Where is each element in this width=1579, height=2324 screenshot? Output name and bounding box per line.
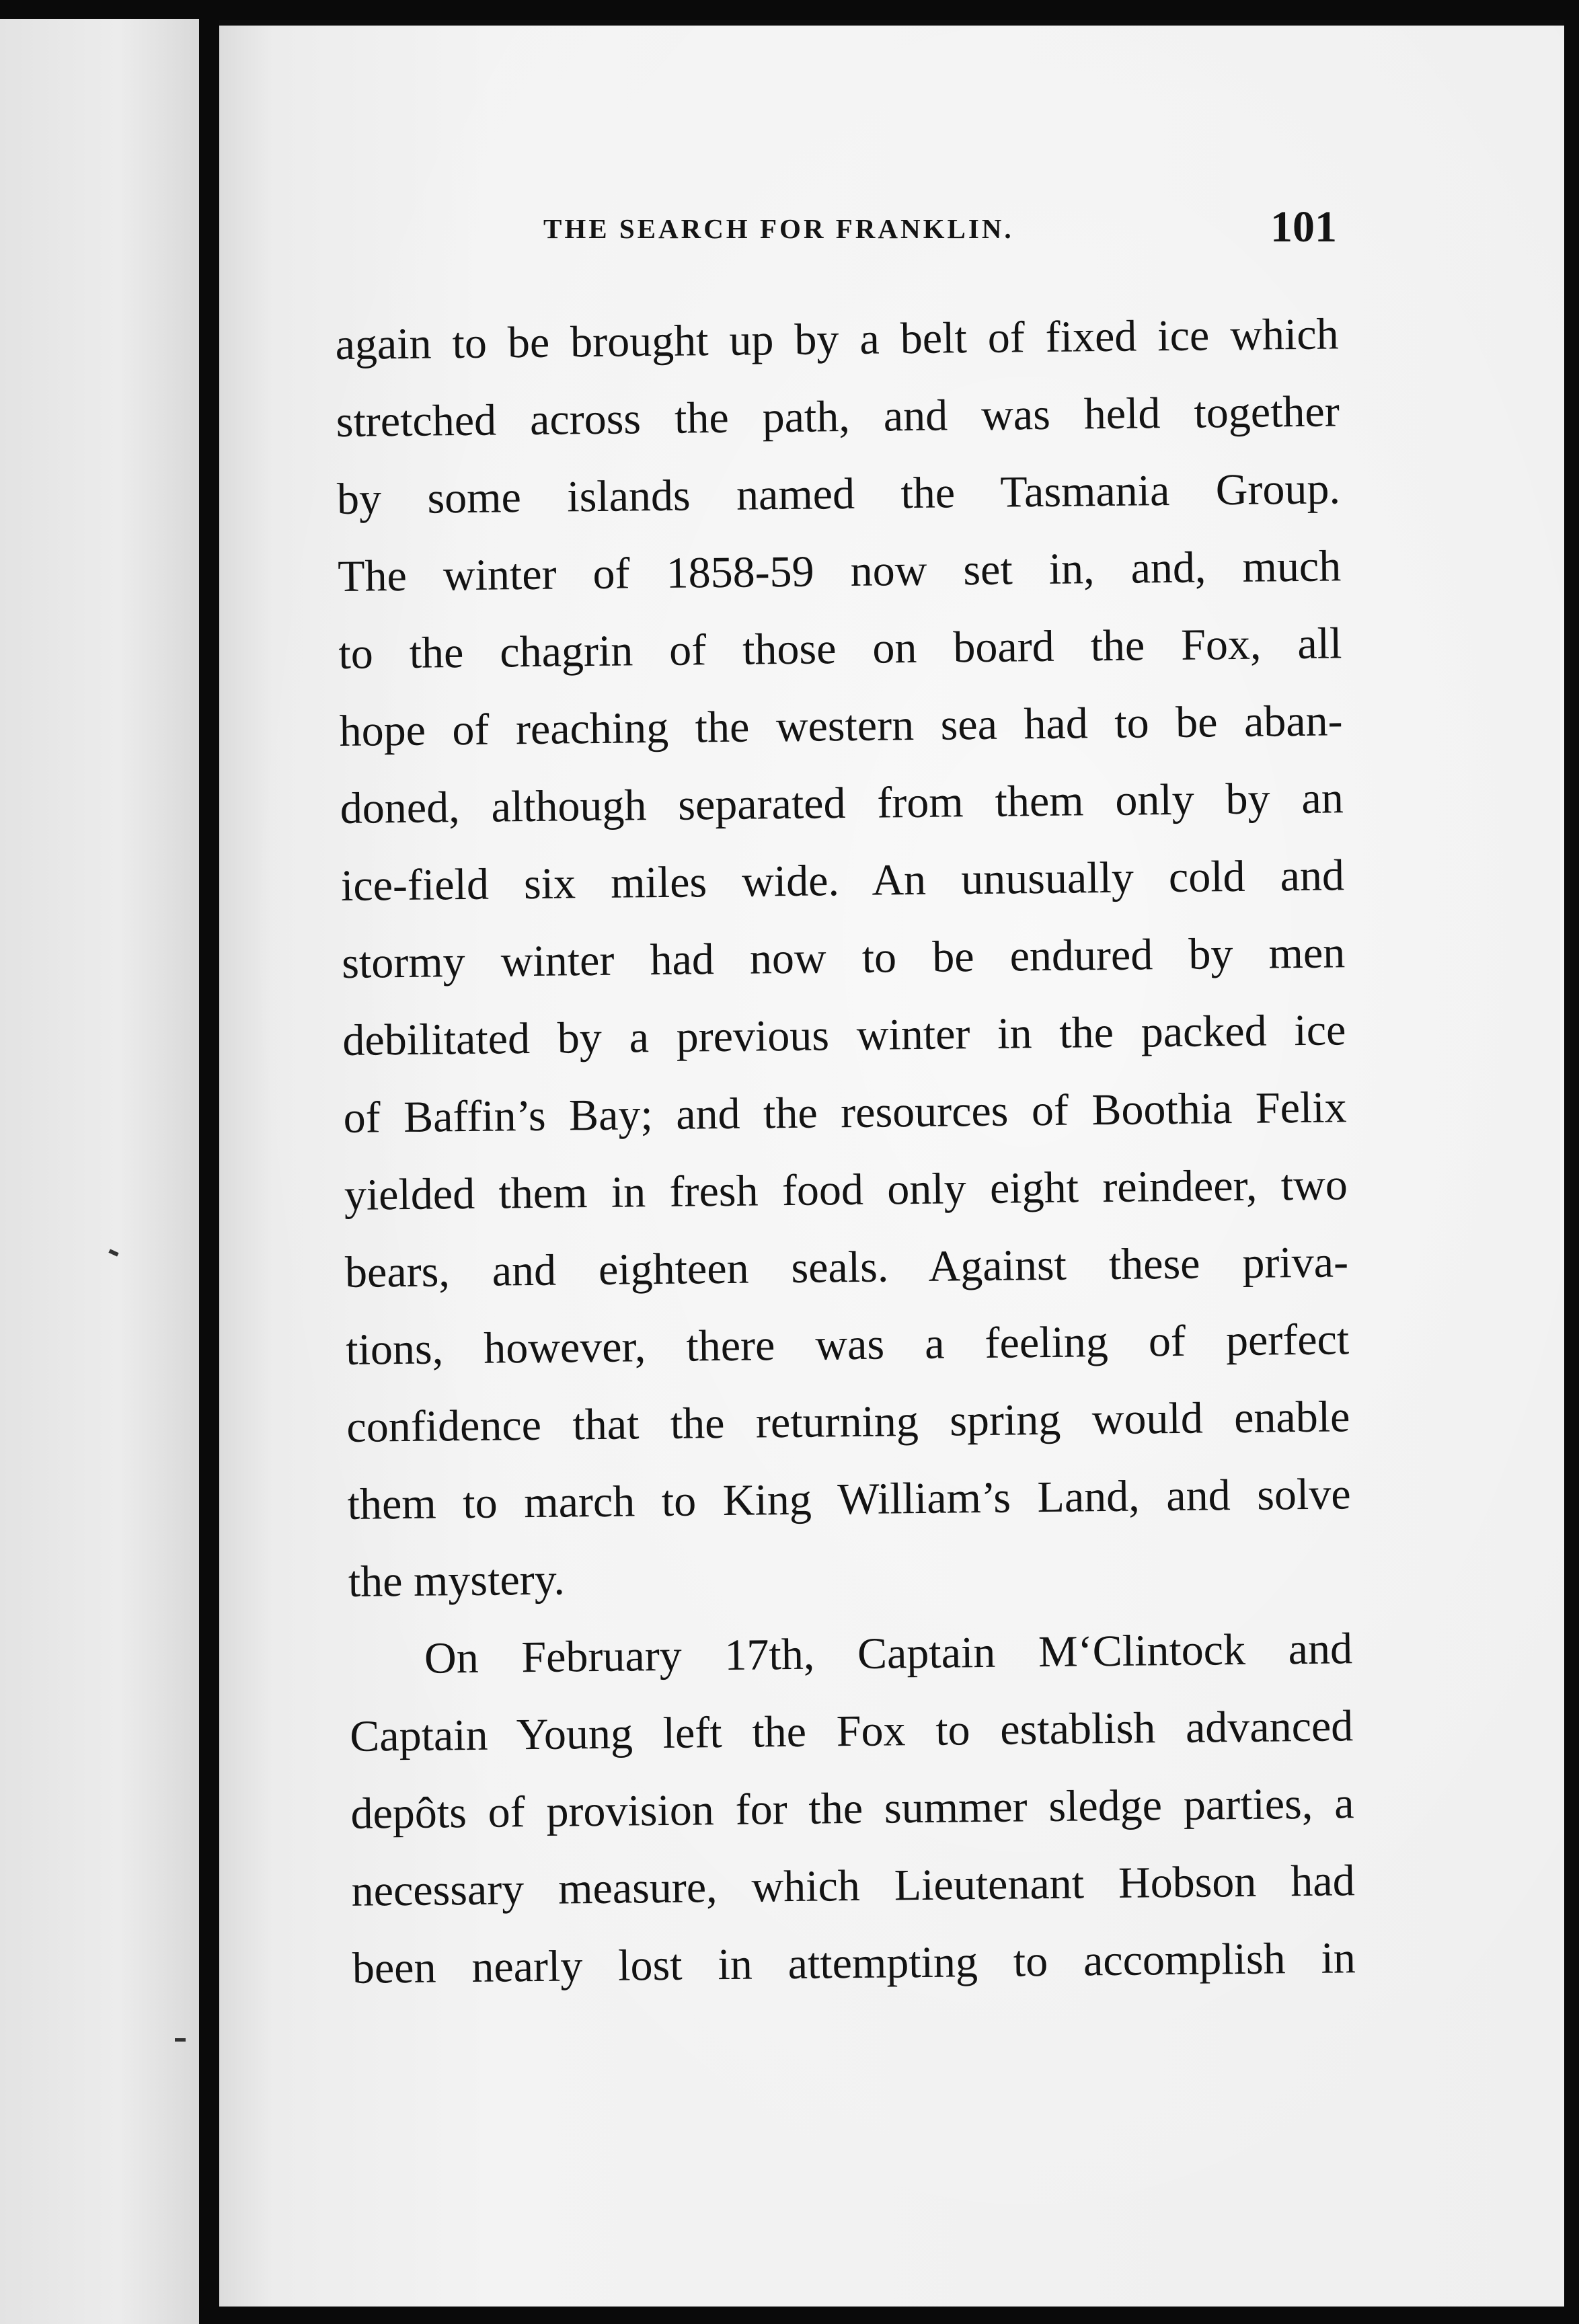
book-gutter xyxy=(199,19,219,2324)
text-line: hope of reaching the western sea had to be aban- xyxy=(339,696,1343,756)
text-line: On February 17th, Captain M‘Clintock and xyxy=(424,1624,1353,1683)
text-line: been nearly lost in attempting to accomplish in xyxy=(352,1933,1356,1993)
text-line: ice-field six miles wide. An unusually cold and xyxy=(340,851,1345,911)
text-line: yielded them in fresh food only eight reindeer, two xyxy=(344,1160,1348,1220)
text-line: of Baffin’s Bay; and the resources of Boothia Felix xyxy=(343,1083,1347,1142)
text-line: confidence that the returning spring would enable xyxy=(346,1392,1350,1452)
text-line: depôts of provision for the summer sledge parties, a xyxy=(350,1779,1354,1838)
running-head xyxy=(543,202,1337,256)
text-line: The winter of 1858-59 now set in, and, much xyxy=(337,541,1342,601)
paragraph xyxy=(348,1610,1356,2007)
body-text xyxy=(335,295,1356,2007)
text-line: them to march to King William’s Land, and solve xyxy=(347,1469,1351,1529)
running-title: THE SEARCH FOR FRANKLIN. xyxy=(543,213,1014,244)
bottom-border xyxy=(219,2307,1579,2324)
right-border xyxy=(1564,0,1579,2324)
text-line: necessary measure, which Lieutenant Hobson had xyxy=(351,1856,1355,1916)
text-line: stretched across the path, and was held together xyxy=(336,387,1340,447)
facing-page-edge xyxy=(0,19,199,2324)
page-number: 101 xyxy=(1270,202,1337,251)
text-line: to the chagrin of those on board the Fox, all xyxy=(338,619,1342,679)
text-line: bears, and eighteen seals. Against these priva- xyxy=(344,1237,1349,1297)
text-line: the mystery. xyxy=(348,1555,566,1606)
text-line: by some islands named the Tasmania Group. xyxy=(336,464,1341,524)
text-line: again to be brought up by a belt of fixed ice which xyxy=(335,309,1339,369)
text-line: doned, although separated from them only by an xyxy=(340,773,1344,833)
text-line: debilitated by a previous winter in the packed ice xyxy=(342,1005,1346,1065)
text-line: Captain Young left the Fox to establish advanced xyxy=(349,1701,1354,1761)
ink-speck xyxy=(108,1249,118,1256)
ink-speck xyxy=(175,2038,186,2042)
text-line: stormy winter had now to be endured by men xyxy=(341,928,1346,988)
paragraph xyxy=(335,295,1352,1621)
text-line: tions, however, there was a feeling of perfect xyxy=(345,1315,1350,1374)
top-border xyxy=(0,0,1579,20)
